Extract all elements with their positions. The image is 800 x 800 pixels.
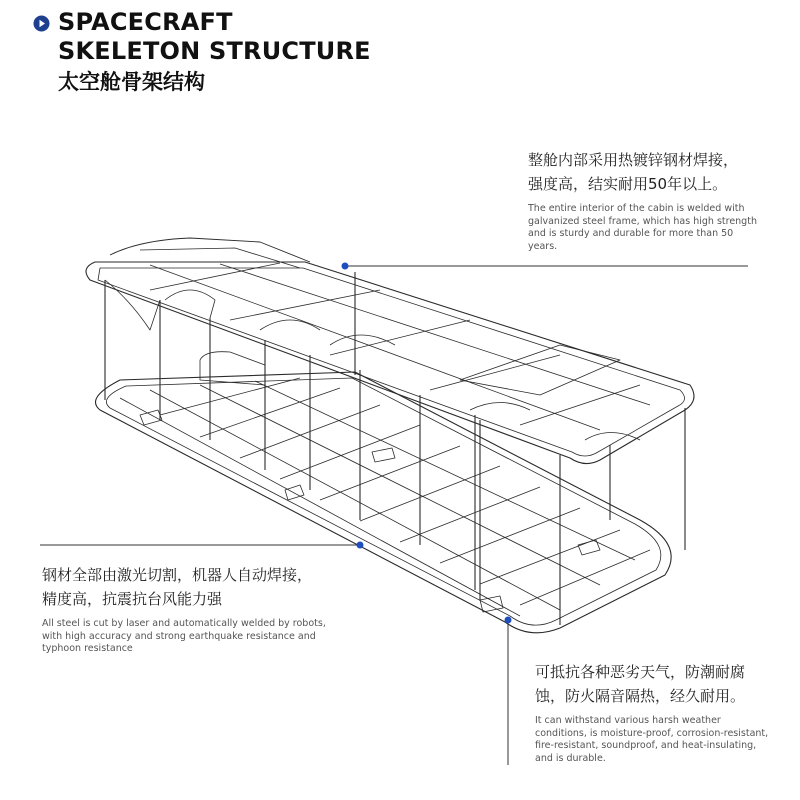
annotation-laser-cut [42,563,342,656]
annotation-en: The entire interior of the cabin is welded with galvanized steel frame, which has high strength and is sturdy and durable for more than 50 years. [528,203,757,252]
annotation-zh-line-1: 钢材全部由激光切割，机器人自动焊接， [42,566,313,584]
annotation-zh-line-1: 可抵抗各种恶劣天气，防潮耐腐 [535,663,746,681]
annotation-zh [528,148,763,196]
annotation-zh [42,563,342,611]
annotation-en: All steel is cut by laser and automatically welded by robots, with high accuracy and strong earthquake resistance and typhoon resistance [42,618,326,654]
annotation-weather-resistance [535,660,770,765]
annotation-zh-line-2: 精度高，抗震抗台风能力强 [42,590,223,608]
annotation-zh-line-1: 整舱内部采用热镀锌钢材焊接， [528,151,739,169]
annotation-zh-line-2: 蚀，防火隔音隔热，经久耐用。 [535,687,746,705]
annotation-zh-line-2: 强度高，结实耐用50年以上。 [528,175,728,193]
marker-dot-left [357,542,364,549]
page-title-chinese: 太空舱骨架结构 [58,70,205,94]
title-line-1: SPACECRAFT [58,8,233,36]
annotation-zh [535,660,770,708]
marker-dot-right [505,617,512,624]
annotation-en: It can withstand various harsh weather conditions, is moisture-proof, corrosion-resistant, fire-resistant, soundproof, and heat-insulating, and is durable. [535,715,769,764]
annotation-weld-frame [528,148,763,253]
title-line-2: SKELETON STRUCTURE [58,37,371,65]
marker-dot-top [342,263,349,270]
